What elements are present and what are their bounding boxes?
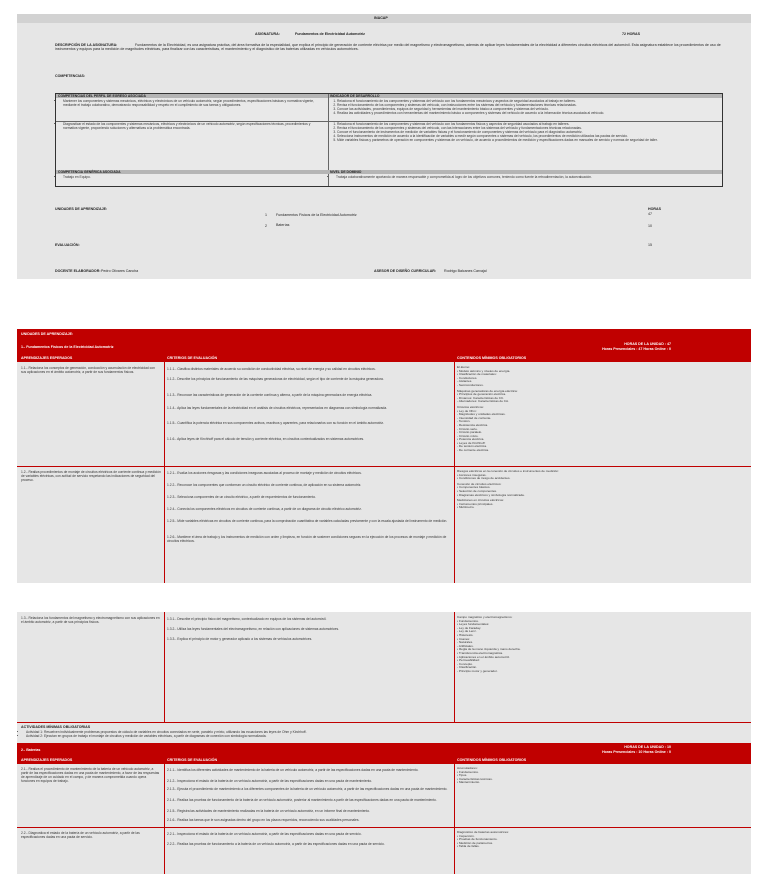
col2-contenidos: CONTENIDOS MÍNIMOS OBLIGATORIOS (457, 758, 527, 762)
p3-activities-divider (17, 722, 751, 723)
ce-2-1-1: 2.1.1.- Identifica los diferentes actividades de mantenimiento de la batería de un vehículo automotriz, a partir de las especificaciones dadas en una pauta de mantenimiento. (167, 768, 419, 772)
unit2-title: 2.- Baterías (21, 748, 41, 752)
docente-name: Pedro Olivares Cancha (101, 269, 139, 273)
indicador-2-5: 5. Mide variables físicas y parámetros de operación en componentes y sistemas de un vehículo, de acuerdo a procedimientos de medición y especificaciones dadas en manuales de servicio y normas de seguridad de taller. (337, 138, 719, 142)
ae-1-3: 1.3.- Relaciona los fundamentos del magnetismo y electromagnetismo con sus aplicaciones en el ámbito automotriz, a partir de sus principios físicos. (21, 616, 160, 625)
p3-row-divider (17, 827, 751, 828)
ce-2-1-2: 2.1.2.- Inspecciona el estado de la batería de un vehículo automotriz, a partir de las especificaciones dadas en una pauta de mantenimiento. (167, 779, 373, 783)
cm-2-2: Diagnóstico de baterías automotrices: • Inspección. • Pruebas de funcionamiento. • Medición de parámetros. • Tabla de fallas. (457, 830, 509, 849)
cm-1-1: El átomo: • Modelo atómico y niveles de energía. • Clasificación de materiales: - Conductores. - Aislantes. - Semiconductores. Máquinas generadoras de energía eléctrica: • Principios de generación eléctrica. - Dínamos: Características de CC. - Alternadores: Características de CA. Circuitos eléctricos: • Ley de Ohm: - Magnitudes y unidades eléctricas. - Intensidad de corriente. - Tensión. - Resistencia eléctrica. - Circuito serie. - Circuito paralelo. - Circuito mixto. • Potencia eléctrica. • Leyes de Kirchhoff: - De tensión eléctrica. - De corriente eléctrica. (457, 365, 518, 453)
ce-1-1-2: 1.1.2.- Describe los principios de funcionamiento de las máquinas generadoras de electricidad, según el tipo de corriente de la máquina generadora. (167, 377, 384, 381)
comp-header-generica: COMPETENCIA GENÉRICA ASOCIADA (56, 170, 328, 174)
ce-2-2-2: 2.2.2.- Realiza las pruebas de funcionamiento a la batería de un vehículo automotriz, a partir de las especificaciones dadas en una pauta de servicio. (167, 842, 385, 846)
page-3 (17, 612, 751, 874)
docente-label: DOCENTE ELABORADOR: (55, 269, 101, 273)
actividades-list (21, 730, 741, 738)
ae-2-1: 2.1.- Realiza el procedimiento de mantenimiento de la batería de un vehículo automotriz, a partir de las especificaciones dadas en una pauta de mantenimiento, a favor de las respuestas de aprendizaje de un cuidado en el campo, y de manera comprometida cuando opera funciones en equipos de trabajo. (21, 767, 160, 784)
actividad-2: • Actividad 2: Ejecutan en grupos de trabajo el montaje de circuitos y medición de variables eléctricas, a partir de diagramas de conexión con simbología normalizada. (26, 734, 741, 738)
ce-2-1-4: 2.1.4.- Realiza las pruebas de funcionamiento de la batería de un vehículo automotriz, posterior al mantenimiento a partir de las especificaciones dadas en una pauta de mantenimiento. (167, 798, 437, 802)
unit1-hours-detail: Horas Presenciales : 47 Horas Online : 0 (602, 347, 671, 351)
competencias-label: COMPETENCIAS: (55, 74, 86, 78)
p3-col-divider-2b (454, 764, 455, 874)
ce-1-2-2: 1.2.2.- Reconoce los componentes que conforman un circuito eléctrico de corriente continua, de aplicación en su sistema automotriz. (167, 483, 362, 487)
cm-1-2: Riesgos eléctricos en la conexión de circuitos e instrumentos de medición: • Acciones inseguras. • Condiciones de riesgo de accidentes. Conexión de circuitos eléctricos: • Componentes básicos. • Selección de componentes. • Diagramas eléctricos y simbología normalizada. Mediciones en circuitos eléctricos: • Instrumentos principales. • Multímetro. (457, 469, 559, 510)
ce-1-1-4: 1.1.4.- Aplica las leyes fundamentales de la electricidad en el análisis de circuitos eléctricos, representados en diagramas con simbología normalizada. (167, 406, 388, 410)
cm-2-1: Acumuladores: • Fundamentos. • Tipos. • Características técnicas. • Mantenimiento. (457, 766, 493, 785)
unidad-1-name: Fundamentos Físicos de la Electricidad Automotriz (276, 213, 357, 217)
generica-text: • Trabajo en Equipo. (58, 175, 324, 179)
p2-row-divider (17, 466, 751, 467)
comp-header-perfil: COMPETENCIAS DEL PERFIL DE EGRESO ASOCIADA (56, 94, 328, 98)
unit2-col-headers (17, 757, 751, 764)
indicador-2-4: 4. Selecciona instrumentos de medición de acuerdo a la identificación de variables a medir según componentes o sistemas del vehículo, los procedimientos de medición utilizados las pautas de servicio. (337, 134, 719, 138)
evaluacion-hours: 15 (648, 243, 652, 247)
ce-2-1-6: 2.1.6.- Realiza las tareas que le son asignadas dentro del grupo en los plazos requeridos, reconociendo sus cualidades personales. (167, 818, 360, 822)
p3-col-divider-1a (164, 612, 165, 722)
ce-2-1-3: 2.1.3.- Ejecuta el procedimiento de mantenimiento a los diferentes componentes de la batería de un vehículo automotriz, a partir de las especificaciones dadas en una pauta de mantenimiento. (167, 787, 448, 791)
unit2-hours: HORAS DE LA UNIDAD : 10 (624, 745, 671, 749)
total-hours: 72 HORAS (622, 32, 640, 36)
unit1-title-bar (17, 329, 751, 355)
ce-1-3-1: 1.3.1.- Describe el principio físico del magnetismo, contextualizado en equipos de los sistemas del automóvil. (167, 617, 327, 621)
horas-label: HORAS (648, 207, 661, 211)
indicador-2-3: 3. Conoce el funcionamiento de instrumentos de medición de variables físicas y el funcionamiento de componentes y sistemas del vehículo para el diagnóstico automotriz. (337, 130, 719, 134)
unit2-hours-detail: Horas Presenciales : 10 Horas Online : 0 (602, 750, 671, 754)
unidad-2-num: 2 (265, 224, 267, 228)
indicador-1-2: 2. Revisa el funcionamiento de los componentes y sistemas del vehículo, con instrucciones entre los sistemas del vehículo y fundamentaciones técnicas relacionadas. (337, 103, 719, 107)
evaluacion-label: EVALUACIÓN: (55, 243, 80, 247)
ce-2-1-5: 2.1.5.- Registra las actividades de mantenimiento realizadas en la batería de un vehículo automotriz, en un informe final de mantenimiento. (167, 809, 371, 813)
ce-1-3-2: 1.3.2.- Utiliza las leyes fundamentales del electromagnetismo, en relación con aplicaciones de sistemas automotrices. (167, 627, 340, 631)
indicador-1-3: 3. Conoce las actividades, procedimientos, equipos de seguridad y herramientas del mantenimiento básico a componentes y sistemas del vehículo. (337, 107, 719, 111)
ce-1-1-6: 1.1.6.- Aplica leyes de Kirchhoff para el cálculo de tensión y corriente eléctrica, en circuitos contextualizados en sistemas automotrices. (167, 437, 365, 441)
ce-1-1-5: 1.1.5.- Cuantifica la potencia eléctrica en sus componentes activos, reactivos y aparentes, para relacionarlos con su función en el ámbito automotriz. (167, 421, 384, 425)
ce-1-2-6: 1.2.6.- Mantiene el área de trabajo y los instrumentos de medición con orden y limpieza, en función de sostener condiciones seguras en la ejecución de los procesos de montaje y medición de circuitos eléctricos. (167, 535, 447, 544)
cm-1-3: Campo magnético y electromagnetismo: • Fundamentos. • Leyes fundamentales: - Ley de Faraday. - Ley de Lenz. • Histéresis. • Imanes: - Naturales. - Artificiales. • Regla de la mano izquierda y mano derecha. • Transferencia electromagnética. • Aplicaciones en el ámbito automotriz. • Permeabilidad: - Concepto. - Clasificación. - Principio motor y generador. (457, 615, 521, 673)
ce-1-3-3: 1.3.3.- Explica el principio de motor y generador aplicado a los sistemas de vehículos automotrices. (167, 637, 313, 641)
ce-1-2-3: 1.2.3.- Selecciona componentes de un circuito eléctrico, a partir de requerimientos de funcionamiento. (167, 495, 316, 499)
nivel-text: • Trabaja colaborativamente aportando de manera responsable y comprometida al logro de los objetivos comunes, teniendo como fuente la retroalimentación, la autoevaluación. (331, 175, 719, 179)
page-1 (17, 14, 751, 279)
col-criterios: CRITERIOS DE EVALUACIÓN (167, 356, 218, 360)
p2-col-divider-1 (164, 362, 165, 583)
descripcion-text: Fundamentos de la Electricidad, es una asignatura práctica, del área formativa de la especialidad, que explica el principio de generación de corriente eléctrica por medio del magnetismo y electromagnetismo, además de aplicar leyes fundamentales de la electricidad a diferentes circuitos eléctricos del automóvil. Esta asignatura establece los procedimientos de uso de instrumentos y equipos para la medición de magnitudes eléctricas, para finalizar con las características, el mantenimiento y el diagnóstico de las baterías utilizadas en vehículos automotrices. (55, 43, 721, 52)
perfil-item-2: • Diagnosticar el estado de los componentes y sistemas mecánicos, eléctricos y electrónicos de un vehículo automotriz, según especificaciones técnicas, procedimientos y normativa vigente, proponiendo soluciones y alternativas a la problemática encontrada. (58, 122, 324, 130)
ce-1-1-3: 1.1.3.- Reconoce las características de generación de la corriente continua y alterna, a partir de la máquina generadora de energía eléctrica. (167, 393, 373, 397)
p3-col-divider-2a (454, 612, 455, 722)
ae-1-1: 1.1.- Relaciona los conceptos de generación, conducción y acumulación de electricidad con sus aplicaciones en el ámbito automotriz, a partir de sus fundamentos físicos. (21, 366, 155, 375)
institution-name: INACAP (374, 16, 388, 20)
ce-1-1-1: 1.1.1.- Clasifica distintos materiales de acuerdo su condición de conductividad eléctrica, su nivel de energía y su calidad en circuitos eléctricos. (167, 367, 376, 371)
actividad-1: • Actividad 1: Resuelven individualmente problemas propuestos de cálculo de variables en circuitos conectados en serie, paralelo y mixto, utilizando las ecuaciones las leyes de Ohm y Kirchhoff. (26, 730, 741, 734)
ae-1-2: 1.2.- Realiza procedimientos de montaje de circuitos eléctricos de corriente continua y medición de variables eléctricas, con actitud de servicio respetando las indicaciones de seguridad del proceso. (21, 470, 161, 483)
ce-2-2-1: 2.2.1.- Inspecciona el estado de la batería de un vehículo automotriz, a partir de las especificaciones dadas en una pauta de servicio. (167, 832, 362, 836)
unit2-title-bar (17, 743, 751, 757)
unidad-1-num: 1 (265, 213, 267, 217)
col-contenidos: CONTENIDOS MÍNIMOS OBLIGATORIOS (457, 356, 527, 360)
comp-header-nivel: NIVEL DE DOMINIO (328, 170, 722, 174)
indicador-2-2: 2. Revisa el funcionamiento de los componentes y sistemas del vehículo, con las interacciones entre los sistemas del vehículo y fundamentaciones técnicas relacionadas. (337, 126, 719, 130)
indicadores-1 (331, 99, 719, 115)
asignatura-name: Fundamentos de Electricidad Automotriz (295, 32, 365, 36)
indicador-2-1: 1. Relaciona el funcionamiento de los componentes y sistemas del vehículo con los fundamentos físicos y aspectos de seguridad asociados al trabajo en talleres. (337, 122, 719, 126)
descripcion-label: DESCRIPCIÓN DE LA ASIGNATURA: (55, 43, 118, 47)
unidades-label-2: UNIDADES DE APRENDIZAJE: (21, 332, 74, 336)
indicadores-2 (331, 122, 719, 142)
ce-1-2-5: 1.2.5.- Mide variables eléctricas en circuitos de corriente continua, para la comprobación cuantitativa de variables calculadas previamente y con la escala ajustada del instrumento de medición. (167, 519, 448, 523)
page-2 (17, 329, 751, 583)
col-aprendizajes: APRENDIZAJES ESPERADOS (21, 356, 73, 360)
unidad-2-hours: 10 (648, 224, 652, 228)
asesor-name: Rodrigo Balcanes Carvajal (444, 269, 487, 273)
competencias-table (55, 93, 723, 187)
unidades-label: UNIDADES DE APRENDIZAJE: (55, 207, 108, 211)
unidad-2-name: Baterías (276, 223, 290, 227)
p3-col-divider-1b (164, 764, 165, 874)
col2-aprendizajes: APRENDIZAJES ESPERADOS (21, 758, 73, 762)
asignatura-label: ASIGNATURA: (255, 32, 280, 36)
indicador-1-4: 4. Realiza las actividades y procedimientos con herramientas del mantenimiento básico a componentes y sistemas del vehículo de acuerdo a la información técnica asociada al vehículo. (337, 111, 719, 115)
perfil-item-1: • Mantener los componentes y sistemas mecánicos, eléctricos y electrónicos de un vehículo automotriz, según procedimientos, especificaciones básicas y normativa vigente, mediante el trabajo colaborativo, demostrando responsabilidad y respeto en el cumplimiento de sus tareas y obligaciones. (58, 99, 324, 107)
p2-col-divider-2 (454, 362, 455, 583)
unit1-hours: HORAS DE LA UNIDAD : 47 (624, 342, 671, 346)
ce-1-2-1: 1.2.1.- Evalúa los acciones riesgosas y las condiciones inseguras asociadas al proceso de montaje y medición de circuitos eléctricos. (167, 471, 362, 475)
actividades-label: ACTIVIDADES MÍNIMAS OBLIGATORIAS (21, 725, 91, 729)
unit1-col-headers (17, 355, 751, 362)
col2-criterios: CRITERIOS DE EVALUACIÓN (167, 758, 218, 762)
unit1-title: 1.- Fundamentos Físicos de la Electricidad Automotriz (21, 345, 114, 349)
asesor-label: ASESOR DE DISEÑO CURRICULAR: (374, 269, 437, 273)
ce-1-2-4: 1.2.4.- Conecta los componentes eléctricos en circuitos de corriente continua, a partir de un diagrama de circuito eléctrico automotriz. (167, 507, 362, 511)
indicador-1-1: 1. Relaciona el funcionamiento de los componentes y sistemas del vehículo con los fundamentos mecánicos y aspectos de seguridad asociados al trabajo en talleres. (337, 99, 719, 103)
unidad-1-hours: 47 (648, 212, 652, 216)
comp-header-indicador: INDICADOR DE DESARROLLO (328, 94, 722, 98)
ae-2-2: 2.2.- Diagnostica el estado de la batería de un vehículo automotriz, a partir de las especificaciones dadas en una pauta de servicio. (21, 831, 140, 840)
